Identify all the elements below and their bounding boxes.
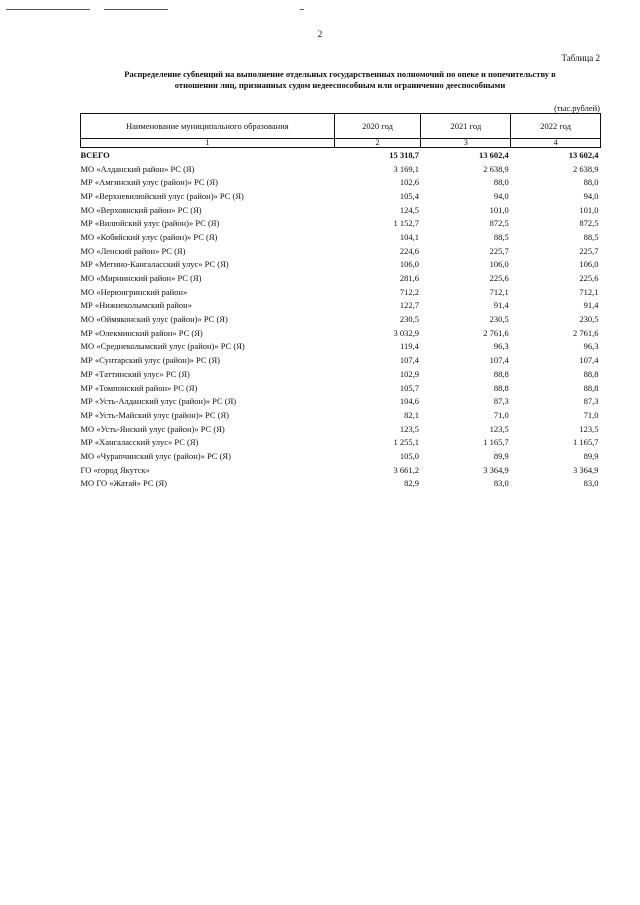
table-row bbox=[81, 477, 601, 491]
table-row bbox=[81, 408, 601, 422]
value-2022-cell: 872,5 bbox=[579, 218, 599, 229]
value-2021-cell: 89,9 bbox=[493, 450, 509, 461]
value-2022-cell: 87,3 bbox=[583, 396, 599, 407]
table-row bbox=[81, 340, 601, 354]
table-body bbox=[81, 148, 601, 491]
value-2020-cell: 104,1 bbox=[399, 231, 419, 242]
scan-rule-left bbox=[6, 9, 90, 10]
value-2021-cell: 225,7 bbox=[489, 245, 509, 256]
column-number: 4 bbox=[511, 139, 601, 148]
value-2021-cell: 1 165,7 bbox=[483, 437, 509, 448]
table-row bbox=[81, 285, 601, 299]
value-2022-cell: 88,0 bbox=[583, 177, 599, 188]
table-row bbox=[81, 203, 601, 217]
table-row bbox=[81, 422, 601, 436]
municipality-name-cell: МО «Среднеколымский улус (район)» РС (Я) bbox=[80, 341, 245, 352]
value-2022-cell: 230,5 bbox=[579, 314, 599, 325]
value-2021-cell: 2 761,6 bbox=[483, 327, 509, 338]
value-2020-cell: 105,4 bbox=[399, 190, 419, 201]
page-number: 2 bbox=[317, 29, 323, 39]
municipality-name-cell: МР «Олекминский район» РС (Я) bbox=[80, 327, 203, 338]
value-2022-cell: 123,5 bbox=[579, 423, 599, 434]
column-header-2022: 2022 год bbox=[511, 114, 601, 139]
value-2020-cell: 107,4 bbox=[399, 355, 419, 366]
value-2020-cell: 102,9 bbox=[399, 368, 419, 379]
value-2022-cell: 71,0 bbox=[583, 409, 599, 420]
municipality-name-cell: МО ГО «Жатай» РС (Я) bbox=[80, 478, 167, 489]
municipality-name-cell: МР «Усть-Майский улус (район)» РС (Я) bbox=[80, 409, 229, 420]
value-2021-cell: 123,5 bbox=[489, 423, 509, 434]
municipality-name-cell: МО «Кобяйский улус (район)» РС (Я) bbox=[80, 231, 218, 242]
table-row bbox=[81, 299, 601, 313]
header-row bbox=[81, 114, 601, 139]
table-row bbox=[81, 326, 601, 340]
value-2022-cell: 107,4 bbox=[579, 355, 599, 366]
table-row bbox=[81, 353, 601, 367]
value-2020-cell: 124,5 bbox=[399, 204, 419, 215]
table-row bbox=[81, 189, 601, 203]
municipality-name-cell: МР «Таттинский улус» РС (Я) bbox=[80, 368, 190, 379]
municipality-name-cell: ВСЕГО bbox=[80, 149, 110, 160]
value-2021-cell: 88,0 bbox=[493, 177, 509, 188]
scan-rule-mid bbox=[104, 9, 168, 10]
municipality-name-cell: МР «Амгинский улус (район)» РС (Я) bbox=[80, 177, 219, 188]
value-2021-cell: 107,4 bbox=[489, 355, 509, 366]
subsidy-table bbox=[80, 113, 601, 490]
table-row bbox=[81, 381, 601, 395]
value-2022-cell: 88,8 bbox=[583, 368, 599, 379]
value-2020-cell: 281,6 bbox=[399, 273, 419, 284]
municipality-name-cell: МО «Мирнинский район» РС (Я) bbox=[80, 273, 202, 284]
table-row bbox=[81, 367, 601, 381]
municipality-name-cell: МР «Вилюйский улус (район)» РС (Я) bbox=[80, 218, 220, 229]
value-2020-cell: 122,7 bbox=[399, 300, 419, 311]
municipality-name-cell: МО «Верхоянский район» РС (Я) bbox=[80, 204, 202, 215]
table-row bbox=[81, 449, 601, 463]
value-2022-cell: 88,8 bbox=[583, 382, 599, 393]
column-header-2021: 2021 год bbox=[421, 114, 511, 139]
value-2020-cell: 224,6 bbox=[399, 245, 419, 256]
units-label: (тыс.рублей) bbox=[554, 103, 600, 113]
municipality-name-cell: МО «Нерюнгринский район» bbox=[80, 286, 188, 297]
table-row bbox=[81, 244, 601, 258]
value-2020-cell: 3 032,9 bbox=[393, 327, 419, 338]
value-2020-cell: 1 255,1 bbox=[393, 437, 419, 448]
table-row bbox=[81, 312, 601, 326]
value-2021-cell: 88,8 bbox=[493, 382, 509, 393]
value-2020-cell: 3 661,2 bbox=[393, 464, 419, 475]
column-number-row bbox=[81, 139, 601, 148]
value-2022-cell: 2 761,6 bbox=[573, 327, 599, 338]
value-2022-cell: 3 364,9 bbox=[573, 464, 599, 475]
value-2020-cell: 106,0 bbox=[399, 259, 419, 270]
value-2020-cell: 119,4 bbox=[400, 341, 419, 352]
value-2020-cell: 104,6 bbox=[399, 396, 419, 407]
value-2020-cell: 15 318,7 bbox=[389, 149, 419, 160]
value-2022-cell: 89,9 bbox=[583, 450, 599, 461]
document-title bbox=[80, 69, 600, 91]
value-2021-cell: 225,6 bbox=[489, 273, 509, 284]
value-2022-cell: 13 602,4 bbox=[568, 149, 599, 160]
value-2020-cell: 105,0 bbox=[399, 450, 419, 461]
column-number: 3 bbox=[421, 139, 511, 148]
municipality-name-cell: МО «Усть-Янский улус (район)» РС (Я) bbox=[80, 423, 225, 434]
column-header-2020: 2020 год bbox=[334, 114, 421, 139]
column-number: 2 bbox=[334, 139, 421, 148]
table-label: Таблица 2 bbox=[561, 53, 600, 63]
value-2021-cell: 91,4 bbox=[493, 300, 509, 311]
value-2021-cell: 106,0 bbox=[489, 259, 509, 270]
municipality-name-cell: МО «Оймяконский улус (район)» РС (Я) bbox=[80, 314, 228, 325]
table-row bbox=[81, 230, 601, 244]
column-header-name: Наименование муниципального образования bbox=[81, 114, 335, 139]
value-2022-cell: 83,0 bbox=[583, 478, 599, 489]
municipality-name-cell: МО «Ленский район» РС (Я) bbox=[80, 245, 186, 256]
value-2022-cell: 225,6 bbox=[579, 273, 599, 284]
value-2020-cell: 105,7 bbox=[399, 382, 419, 393]
municipality-name-cell: МР «Верхневилюйский улус (район)» РС (Я) bbox=[80, 190, 244, 201]
value-2022-cell: 96,3 bbox=[583, 341, 599, 352]
municipality-name-cell: МР «Мегино-Кангаласский улус» РС (Я) bbox=[80, 259, 229, 270]
scan-rule-right bbox=[300, 9, 304, 10]
value-2021-cell: 71,0 bbox=[493, 409, 509, 420]
total-row bbox=[81, 148, 601, 162]
table-row bbox=[81, 175, 601, 189]
table-row bbox=[81, 394, 601, 408]
value-2020-cell: 3 169,1 bbox=[393, 163, 419, 174]
value-2021-cell: 87,3 bbox=[493, 396, 509, 407]
column-number: 1 bbox=[81, 139, 335, 148]
municipality-name-cell: МО «Алданский район» РС (Я) bbox=[80, 163, 195, 174]
value-2021-cell: 101,0 bbox=[489, 204, 509, 215]
title-line-1: Распределение субвенций на выполнение отдельных государственных полномочий по опеке и попечительству в bbox=[124, 69, 556, 79]
table-row bbox=[81, 463, 601, 477]
value-2021-cell: 83,0 bbox=[493, 478, 509, 489]
value-2022-cell: 101,0 bbox=[579, 204, 599, 215]
value-2022-cell: 2 638,9 bbox=[573, 163, 599, 174]
municipality-name-cell: МО «Чурапчинский улус (район)» РС (Я) bbox=[80, 450, 231, 461]
table-row bbox=[81, 162, 601, 176]
value-2021-cell: 13 602,4 bbox=[478, 149, 509, 160]
table-row bbox=[81, 216, 601, 230]
table-row bbox=[81, 271, 601, 285]
value-2020-cell: 712,2 bbox=[399, 286, 419, 297]
municipality-name-cell: МР «Хангаласский улус» РС (Я) bbox=[80, 437, 199, 448]
value-2020-cell: 123,5 bbox=[399, 423, 419, 434]
value-2021-cell: 3 364,9 bbox=[483, 464, 509, 475]
value-2022-cell: 106,0 bbox=[579, 259, 599, 270]
value-2020-cell: 102,6 bbox=[399, 177, 419, 188]
value-2021-cell: 712,1 bbox=[489, 286, 509, 297]
value-2020-cell: 230,5 bbox=[399, 314, 419, 325]
title-line-2: отношении лиц, признанных судом недееспособным или ограниченно дееспособными bbox=[174, 80, 506, 90]
value-2022-cell: 225,7 bbox=[579, 245, 599, 256]
value-2022-cell: 91,4 bbox=[583, 300, 599, 311]
table-row bbox=[81, 258, 601, 272]
value-2021-cell: 2 638,9 bbox=[483, 163, 509, 174]
municipality-name-cell: МР «Томпонский район» РС (Я) bbox=[80, 382, 198, 393]
value-2020-cell: 1 152,7 bbox=[393, 218, 419, 229]
value-2020-cell: 82,9 bbox=[404, 478, 419, 489]
value-2022-cell: 88,5 bbox=[583, 231, 599, 242]
value-2022-cell: 1 165,7 bbox=[573, 437, 599, 448]
value-2021-cell: 96,3 bbox=[493, 341, 509, 352]
value-2020-cell: 82,1 bbox=[404, 409, 419, 420]
value-2022-cell: 712,1 bbox=[579, 286, 599, 297]
municipality-name-cell: МР «Усть-Алданский улус (район)» РС (Я) bbox=[80, 396, 237, 407]
value-2021-cell: 872,5 bbox=[489, 218, 509, 229]
municipality-name-cell: ГО «город Якутск» bbox=[80, 464, 150, 475]
municipality-name-cell: МР «Сунтарский улус (район)» РС (Я) bbox=[80, 355, 221, 366]
value-2021-cell: 88,5 bbox=[493, 231, 509, 242]
value-2021-cell: 230,5 bbox=[489, 314, 509, 325]
table-row bbox=[81, 435, 601, 449]
municipality-name-cell: МР «Нижнеколымский район» bbox=[80, 300, 192, 311]
value-2021-cell: 94,0 bbox=[493, 190, 509, 201]
value-2021-cell: 88,8 bbox=[493, 368, 509, 379]
value-2022-cell: 94,0 bbox=[583, 190, 599, 201]
